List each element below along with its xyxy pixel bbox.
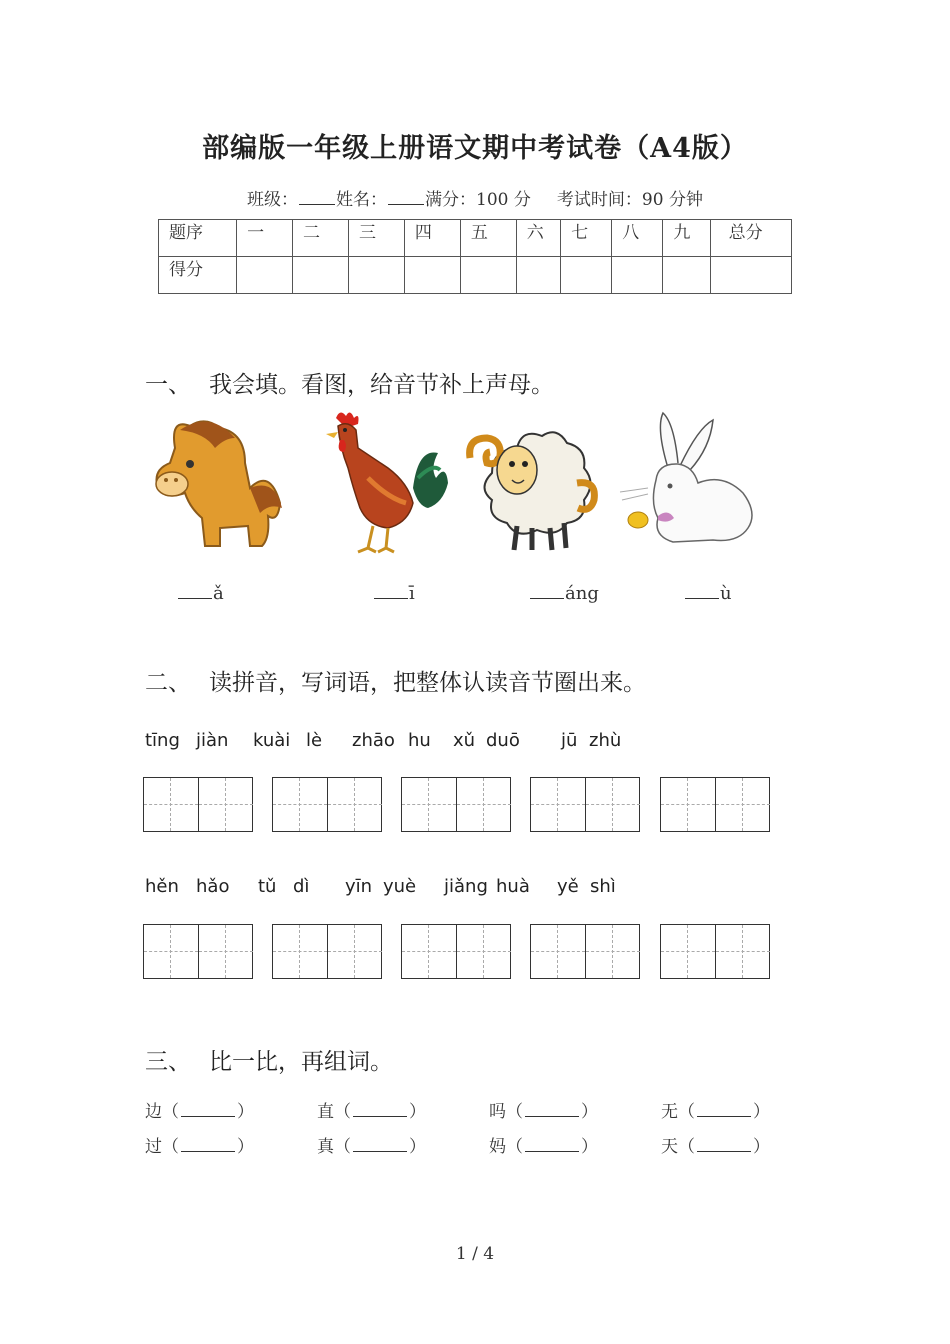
table-cell: 总分 [710, 220, 791, 257]
pinyin-syllable: dì [293, 876, 310, 897]
pinyin-syllable: kuài [253, 730, 291, 751]
section-number: 二、 [145, 670, 191, 696]
horse-picture [150, 408, 290, 558]
writing-box[interactable] [530, 924, 640, 979]
section-instruction: 读拼音，写词语，把整体认读音节圈出来。 [209, 670, 646, 696]
section-number: 一、 [145, 372, 191, 398]
exam-info [0, 185, 950, 210]
word-item[interactable]: 真（ ） [317, 1137, 426, 1157]
table-cell: 九 [663, 220, 710, 257]
score-cell[interactable] [293, 257, 349, 294]
pinyin-syllable: zhāo [352, 730, 395, 751]
word-item[interactable]: 直（ ） [317, 1102, 426, 1122]
writing-box[interactable] [660, 777, 770, 832]
pinyin-syllable: hěn [145, 876, 179, 897]
pinyin-syllable: tīng [145, 730, 180, 751]
page-title: 部编版一年级上册语文期中考试卷（A4版） [202, 133, 748, 164]
pinyin-syllable: jiǎng [444, 876, 488, 897]
final-text: ù [720, 583, 732, 604]
score-cell[interactable] [237, 257, 293, 294]
section-3-heading [145, 1043, 393, 1076]
initial-blank-2[interactable] [374, 582, 415, 604]
rabbit-picture [618, 408, 758, 558]
pinyin-syllable: tǔ [258, 876, 277, 897]
pinyin-syllable: lè [306, 730, 323, 751]
score-cell[interactable] [663, 257, 710, 294]
writing-box[interactable] [401, 777, 511, 832]
initial-blank-3[interactable] [530, 582, 599, 604]
score-cell[interactable] [561, 257, 612, 294]
name-blank[interactable] [388, 190, 424, 205]
name-label: 姓名： [336, 190, 388, 210]
table-cell: 七 [561, 220, 612, 257]
score-table [158, 219, 792, 294]
score-cell[interactable] [516, 257, 560, 294]
initial-blank-4[interactable] [685, 582, 732, 604]
score-table-header-row [159, 220, 792, 257]
class-blank[interactable] [299, 190, 335, 205]
rooster-picture [318, 408, 458, 558]
final-text: ī [409, 583, 415, 604]
full-score: 满分：100 分 [425, 190, 531, 210]
pinyin-syllable: jū [561, 730, 578, 751]
writing-box[interactable] [272, 777, 382, 832]
table-cell: 四 [404, 220, 460, 257]
pinyin-syllable: shì [590, 876, 616, 897]
score-cell[interactable] [460, 257, 516, 294]
pinyin-syllable: hǎo [196, 876, 230, 897]
pinyin-syllable: hu [408, 730, 431, 751]
word-item[interactable]: 边（ ） [145, 1102, 254, 1122]
final-text: áng [565, 583, 599, 604]
pinyin-syllable: huà [496, 876, 530, 897]
writing-box[interactable] [143, 777, 253, 832]
final-text: ǎ [213, 583, 224, 604]
pinyin-syllable: duō [486, 730, 520, 751]
table-cell: 得分 [159, 257, 237, 294]
writing-box[interactable] [530, 777, 640, 832]
writing-box[interactable] [272, 924, 382, 979]
table-cell: 五 [460, 220, 516, 257]
section-1-heading [145, 366, 554, 399]
word-item[interactable]: 天（ ） [661, 1137, 770, 1157]
table-cell: 题序 [159, 220, 237, 257]
writing-box[interactable] [143, 924, 253, 979]
score-cell[interactable] [612, 257, 663, 294]
page-number: 1 / 4 [455, 1244, 495, 1264]
section-instruction: 我会填。看图，给音节补上声母。 [209, 372, 554, 398]
exam-time: 考试时间：90 分钟 [556, 190, 703, 210]
score-cell[interactable] [348, 257, 404, 294]
word-item[interactable]: 过（ ） [145, 1137, 254, 1157]
pinyin-syllable: jiàn [196, 730, 229, 751]
table-cell: 二 [293, 220, 349, 257]
pinyin-syllable: zhù [589, 730, 622, 751]
pinyin-syllable: yīn [345, 876, 373, 897]
writing-box[interactable] [660, 924, 770, 979]
sheep-picture [462, 408, 602, 558]
word-item[interactable]: 吗（ ） [489, 1102, 598, 1122]
section-instruction: 比一比，再组词。 [209, 1049, 393, 1075]
pinyin-syllable: yě [557, 876, 579, 897]
table-cell: 一 [237, 220, 293, 257]
writing-box[interactable] [401, 924, 511, 979]
word-item[interactable]: 无（ ） [661, 1102, 770, 1122]
pinyin-syllable: xǔ [453, 730, 476, 751]
class-label: 班级： [247, 190, 299, 210]
score-table-score-row [159, 257, 792, 294]
table-cell: 八 [612, 220, 663, 257]
pinyin-syllable: yuè [383, 876, 417, 897]
table-cell: 六 [516, 220, 560, 257]
initial-blank-1[interactable] [178, 582, 224, 604]
score-cell[interactable] [404, 257, 460, 294]
word-item[interactable]: 妈（ ） [489, 1137, 598, 1157]
section-2-heading [145, 664, 646, 697]
score-cell[interactable] [710, 257, 791, 294]
table-cell: 三 [348, 220, 404, 257]
section-number: 三、 [145, 1049, 191, 1075]
